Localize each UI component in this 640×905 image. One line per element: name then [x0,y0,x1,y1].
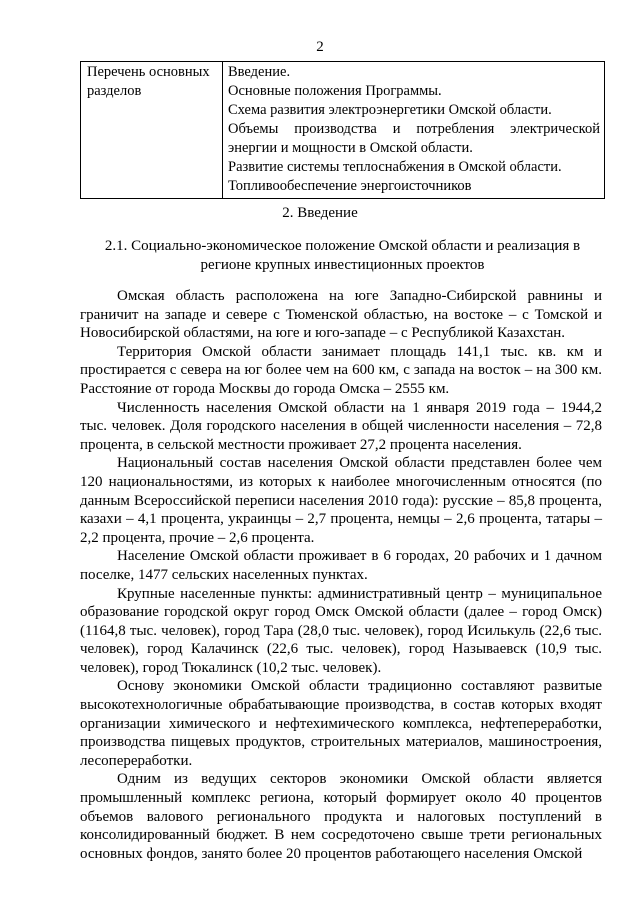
paragraph: Крупные населенные пункты: административный центр – муниципальное образование городской округ город Омск Омской области (далее – город Омск) (1164,8 тыс. человек), город Тара (28,0 тыс. человек), город Исилькуль (22,6 тыс. человек), город Калачинск (22,6 тыс. человек), город Называевск (10,9 тыс. человек), город Тюкалинск (10,2 тыс. человек). [80,585,602,676]
paragraph: Численность населения Омской области на 1 января 2019 года – 1944,2 тыс. человек. Доля городского населения в общей численности населения – 72,8 процента, в сельской местности проживает 27,2 процента населения. [80,399,602,453]
sections-list-cell [223,62,605,199]
sections-label: Перечень основных разделов [87,64,210,99]
sections-table [80,61,605,199]
sections-label-cell [81,62,223,199]
paragraph: Омская область расположена на юге Западно-Сибирской равнины и граничит на западе и севере с Тюменской областью, на востоке – с Томской и Новосибирской областями, на юге и юго-западе – с Республикой Казахстан. [80,288,602,342]
paragraph: Одним из ведущих секторов экономики Омской области является промышленный комплекс региона, который формирует около 40 процентов объемов валового регионального продукта и налоговых поступлений в консолидированный бюджет. В нем сосредоточено свыше трети региональных основных фондов, занято более 20 процентов работающего населения Омской [80,771,602,862]
section-item: Развитие системы теплоснабжения в Омской области. [228,159,562,175]
section-item: Основные положения Программы. [228,83,442,99]
sections-table-row [81,62,605,199]
subsection-heading: 2.1. Социально-экономическое положение Омской области и реализация в регионе крупных инвестиционных проектов [104,238,581,273]
section-item: Топливообеспечение энергоисточников [228,178,472,194]
paragraph: Территория Омской области занимает площадь 141,1 тыс. кв. км и простирается с севера на юг более чем на 600 км, с запада на восток – на 300 км. Расстояние от города Москвы до города Омска – 2555 км. [80,343,602,397]
section-item: Введение. [228,64,291,80]
section-heading: 2. Введение [282,205,358,221]
page-number: 2 [316,39,324,55]
section-item: Схема развития электроэнергетики Омской области. [228,102,552,118]
paragraph: Основу экономики Омской области традиционно составляют развитые высокотехнологичные обрабатывающие производства, в состав которых входят организации химического и нефтехимического комплекса, нефтепереработки, производства пищевых продуктов, строительных материалов, машиностроения, лесопереработки. [80,678,602,769]
body-text [80,287,602,863]
section-item: Объемы производства и потребления электрической энергии и мощности в Омской области. [228,121,600,156]
paragraph: Национальный состав населения Омской области представлен более чем 120 национальностями, из которых к наиболее многочисленным относятся (по данным Всероссийской переписи населения 2010 года): русские – 85,8 процента, казахи – 4,1 процента, украинцы – 2,7 процента, немцы – 2,6 процента, татары – 2,2 процента, прочие – 2,6 процента. [80,455,602,546]
paragraph: Население Омской области проживает в 6 городах, 20 рабочих и 1 дачном поселке, 1477 сельских населенных пунктах. [80,548,602,583]
